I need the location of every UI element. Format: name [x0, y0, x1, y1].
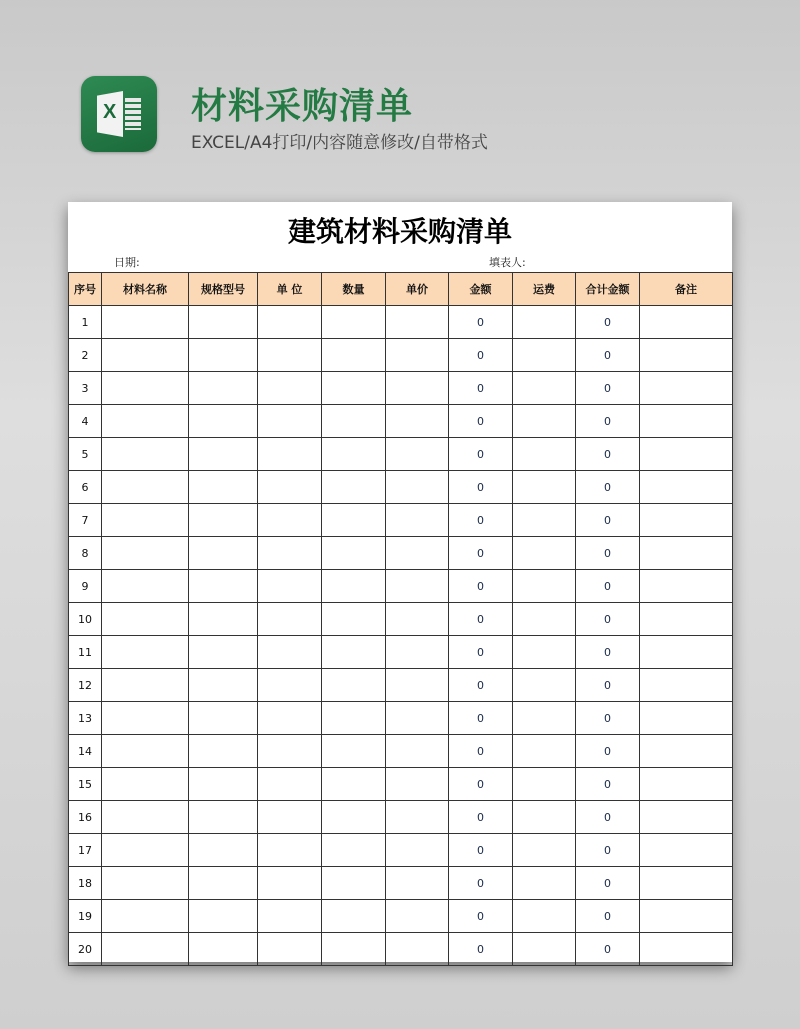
table-cell[interactable]: 18: [69, 867, 102, 900]
table-cell[interactable]: [513, 570, 576, 603]
table-cell[interactable]: [640, 867, 733, 900]
column-header: 材料名称: [102, 273, 189, 306]
table-cell[interactable]: [640, 768, 733, 801]
table-cell[interactable]: [640, 537, 733, 570]
table-cell[interactable]: [102, 801, 189, 834]
column-header: 备注: [640, 273, 733, 306]
table-row: [69, 834, 733, 867]
table-cell[interactable]: [189, 768, 258, 801]
table-cell[interactable]: 0: [576, 438, 640, 471]
table-cell[interactable]: 0: [576, 933, 640, 966]
table-cell[interactable]: [322, 867, 386, 900]
table-row: [69, 867, 733, 900]
table-cell[interactable]: [102, 636, 189, 669]
table-cell[interactable]: [640, 306, 733, 339]
table-header: [69, 273, 733, 306]
table-cell[interactable]: [322, 603, 386, 636]
table-cell[interactable]: 0: [449, 471, 513, 504]
table-cell[interactable]: 8: [69, 537, 102, 570]
table-cell[interactable]: [640, 636, 733, 669]
table-cell[interactable]: [513, 735, 576, 768]
table-cell[interactable]: [102, 702, 189, 735]
table-cell[interactable]: [258, 438, 322, 471]
table-cell[interactable]: [513, 801, 576, 834]
table-cell[interactable]: [189, 933, 258, 966]
table-cell[interactable]: [322, 471, 386, 504]
table-cell[interactable]: [102, 735, 189, 768]
table-cell[interactable]: 0: [576, 372, 640, 405]
table-cell[interactable]: [386, 372, 449, 405]
table-cell[interactable]: [513, 339, 576, 372]
table-cell[interactable]: [189, 735, 258, 768]
table-cell[interactable]: [386, 867, 449, 900]
table-cell[interactable]: [322, 306, 386, 339]
table-cell[interactable]: [640, 702, 733, 735]
table-cell[interactable]: 0: [449, 570, 513, 603]
table-cell[interactable]: 0: [449, 933, 513, 966]
table-cell[interactable]: 2: [69, 339, 102, 372]
table-cell[interactable]: [386, 702, 449, 735]
table-cell[interactable]: [189, 438, 258, 471]
table-cell[interactable]: [102, 372, 189, 405]
table-cell[interactable]: [386, 801, 449, 834]
table-cell[interactable]: [322, 702, 386, 735]
table-cell[interactable]: 10: [69, 603, 102, 636]
table-cell[interactable]: [322, 735, 386, 768]
table-cell[interactable]: [322, 768, 386, 801]
table-cell[interactable]: 0: [576, 603, 640, 636]
table-row: [69, 801, 733, 834]
table-cell[interactable]: [640, 900, 733, 933]
table-cell[interactable]: 0: [449, 405, 513, 438]
table-cell[interactable]: 12: [69, 669, 102, 702]
table-cell[interactable]: [386, 438, 449, 471]
table-cell[interactable]: 0: [449, 636, 513, 669]
table-cell[interactable]: [102, 339, 189, 372]
logo-letter: X: [103, 101, 117, 123]
table-cell[interactable]: [322, 933, 386, 966]
table-cell[interactable]: [258, 570, 322, 603]
table-cell[interactable]: [189, 537, 258, 570]
purchase-table: [68, 272, 733, 966]
table-cell[interactable]: [513, 372, 576, 405]
table-cell[interactable]: 0: [576, 570, 640, 603]
table-cell[interactable]: [102, 900, 189, 933]
logo-grid: [125, 98, 141, 130]
table-cell[interactable]: 9: [69, 570, 102, 603]
column-header: 运费: [513, 273, 576, 306]
table-cell[interactable]: [386, 339, 449, 372]
table-cell[interactable]: [102, 669, 189, 702]
table-cell[interactable]: 7: [69, 504, 102, 537]
table-cell[interactable]: [513, 438, 576, 471]
table-cell[interactable]: [189, 702, 258, 735]
page-title: 材料采购清单: [191, 86, 414, 127]
table-cell[interactable]: [386, 405, 449, 438]
table-cell[interactable]: [640, 570, 733, 603]
table-cell[interactable]: [189, 900, 258, 933]
table-cell[interactable]: 0: [576, 471, 640, 504]
table-cell[interactable]: [513, 504, 576, 537]
table-cell[interactable]: [513, 471, 576, 504]
table-row: [69, 735, 733, 768]
table-cell[interactable]: [640, 504, 733, 537]
table-cell[interactable]: [640, 405, 733, 438]
table-cell[interactable]: [513, 900, 576, 933]
table-cell[interactable]: [386, 834, 449, 867]
table-cell[interactable]: [189, 834, 258, 867]
table-cell[interactable]: [322, 570, 386, 603]
table-cell[interactable]: 0: [576, 834, 640, 867]
column-header: 规格型号: [189, 273, 258, 306]
table-cell[interactable]: 0: [576, 669, 640, 702]
table-cell[interactable]: [322, 504, 386, 537]
table-row: [69, 603, 733, 636]
table-cell[interactable]: [189, 669, 258, 702]
table-cell[interactable]: [102, 603, 189, 636]
table-cell[interactable]: [322, 537, 386, 570]
table-cell[interactable]: 0: [576, 339, 640, 372]
table-cell[interactable]: 0: [449, 867, 513, 900]
table-cell[interactable]: [386, 306, 449, 339]
table-cell[interactable]: [102, 438, 189, 471]
table-cell[interactable]: [386, 570, 449, 603]
table-cell[interactable]: 0: [449, 735, 513, 768]
excel-logo-icon: [81, 76, 157, 152]
table-row: [69, 669, 733, 702]
table-cell[interactable]: 0: [449, 306, 513, 339]
table-cell[interactable]: [102, 768, 189, 801]
table-cell[interactable]: 0: [576, 867, 640, 900]
table-cell[interactable]: [640, 603, 733, 636]
table-cell[interactable]: [258, 306, 322, 339]
table-row: [69, 570, 733, 603]
table-cell[interactable]: [258, 537, 322, 570]
filler-label: 填表人:: [489, 256, 526, 269]
table-cell[interactable]: [513, 306, 576, 339]
table-cell[interactable]: [322, 339, 386, 372]
date-label: 日期:: [114, 256, 140, 269]
table-row: [69, 504, 733, 537]
table-cell[interactable]: [386, 471, 449, 504]
table-cell[interactable]: [640, 372, 733, 405]
table-cell[interactable]: [258, 735, 322, 768]
table-cell[interactable]: [189, 867, 258, 900]
table-cell[interactable]: [513, 933, 576, 966]
table-cell[interactable]: 0: [449, 768, 513, 801]
table-cell[interactable]: 0: [576, 735, 640, 768]
table-cell[interactable]: [258, 900, 322, 933]
table-cell[interactable]: [513, 636, 576, 669]
table-cell[interactable]: 0: [449, 372, 513, 405]
table-cell[interactable]: [102, 471, 189, 504]
table-row: [69, 471, 733, 504]
table-cell[interactable]: [640, 933, 733, 966]
table-cell[interactable]: [322, 405, 386, 438]
table-cell[interactable]: [640, 669, 733, 702]
table-cell[interactable]: 0: [449, 339, 513, 372]
table-cell[interactable]: 15: [69, 768, 102, 801]
table-cell[interactable]: [640, 834, 733, 867]
table-cell[interactable]: 14: [69, 735, 102, 768]
table-cell[interactable]: [258, 834, 322, 867]
table-cell[interactable]: [386, 603, 449, 636]
table-cell[interactable]: [189, 471, 258, 504]
table-cell[interactable]: [258, 669, 322, 702]
table-cell[interactable]: [189, 504, 258, 537]
table-cell[interactable]: [322, 834, 386, 867]
table-cell[interactable]: [102, 306, 189, 339]
column-header: 序号: [69, 273, 102, 306]
table-cell[interactable]: [513, 702, 576, 735]
table-cell[interactable]: [513, 603, 576, 636]
table-cell[interactable]: 4: [69, 405, 102, 438]
column-header: 合计金额: [576, 273, 640, 306]
table-cell[interactable]: 3: [69, 372, 102, 405]
table-cell[interactable]: 20: [69, 933, 102, 966]
table-cell[interactable]: 0: [576, 405, 640, 438]
table-cell[interactable]: [102, 834, 189, 867]
table-row: [69, 306, 733, 339]
table-cell[interactable]: [102, 867, 189, 900]
table-cell[interactable]: 0: [449, 834, 513, 867]
table-cell[interactable]: [189, 339, 258, 372]
table-cell[interactable]: [513, 537, 576, 570]
table-cell[interactable]: [322, 900, 386, 933]
table-cell[interactable]: [640, 438, 733, 471]
table-cell[interactable]: 0: [576, 900, 640, 933]
table-cell[interactable]: [386, 669, 449, 702]
table-cell[interactable]: 0: [449, 504, 513, 537]
table-cell[interactable]: 0: [449, 900, 513, 933]
column-header: 单价: [386, 273, 449, 306]
table-cell[interactable]: [189, 603, 258, 636]
table-cell[interactable]: [258, 504, 322, 537]
table-cell[interactable]: [513, 768, 576, 801]
table-row: [69, 702, 733, 735]
table-cell[interactable]: [258, 636, 322, 669]
table-cell[interactable]: [189, 372, 258, 405]
table-cell[interactable]: 5: [69, 438, 102, 471]
table-cell[interactable]: [258, 405, 322, 438]
table-cell[interactable]: [513, 405, 576, 438]
table-cell[interactable]: [513, 834, 576, 867]
table-cell[interactable]: [386, 636, 449, 669]
table-cell[interactable]: [322, 372, 386, 405]
table-cell[interactable]: 0: [449, 801, 513, 834]
column-header: 数量: [322, 273, 386, 306]
table-cell[interactable]: [386, 537, 449, 570]
table-row: [69, 405, 733, 438]
table-cell[interactable]: 0: [449, 603, 513, 636]
table-row: [69, 438, 733, 471]
table-cell[interactable]: [189, 306, 258, 339]
table-cell[interactable]: 11: [69, 636, 102, 669]
column-header: 单 位: [258, 273, 322, 306]
table-cell[interactable]: 0: [449, 669, 513, 702]
table-cell[interactable]: [189, 405, 258, 438]
table-row: [69, 372, 733, 405]
table-cell[interactable]: [513, 867, 576, 900]
table-cell[interactable]: 6: [69, 471, 102, 504]
table-cell[interactable]: [640, 339, 733, 372]
table-cell[interactable]: [258, 801, 322, 834]
table-cell[interactable]: [102, 504, 189, 537]
table-cell[interactable]: [640, 801, 733, 834]
table-cell[interactable]: 0: [449, 438, 513, 471]
spreadsheet: [68, 202, 732, 962]
sheet-title: 建筑材料采购清单: [287, 215, 512, 248]
table-row: [69, 636, 733, 669]
table-cell[interactable]: [258, 372, 322, 405]
table-cell[interactable]: [258, 867, 322, 900]
table-cell[interactable]: [640, 735, 733, 768]
table-cell[interactable]: [258, 603, 322, 636]
table-cell[interactable]: [258, 339, 322, 372]
table-cell[interactable]: [386, 504, 449, 537]
table-cell[interactable]: [258, 702, 322, 735]
table-cell[interactable]: [258, 933, 322, 966]
table-cell[interactable]: 0: [576, 801, 640, 834]
table-cell[interactable]: [513, 669, 576, 702]
table-cell[interactable]: 0: [449, 702, 513, 735]
table-cell[interactable]: [258, 768, 322, 801]
table-cell[interactable]: 16: [69, 801, 102, 834]
table-cell[interactable]: 1: [69, 306, 102, 339]
table-cell[interactable]: 19: [69, 900, 102, 933]
table-cell[interactable]: 0: [576, 537, 640, 570]
table-row: [69, 537, 733, 570]
table-cell[interactable]: [322, 669, 386, 702]
table-cell[interactable]: [386, 735, 449, 768]
table-cell[interactable]: [189, 636, 258, 669]
table-cell[interactable]: 13: [69, 702, 102, 735]
table-row: [69, 933, 733, 966]
table-cell[interactable]: [102, 933, 189, 966]
table-cell[interactable]: [102, 570, 189, 603]
table-cell[interactable]: [640, 471, 733, 504]
table-cell[interactable]: 0: [576, 702, 640, 735]
column-header: 金额: [449, 273, 513, 306]
table-cell[interactable]: [258, 471, 322, 504]
table-cell[interactable]: 0: [576, 306, 640, 339]
table-row: [69, 339, 733, 372]
table-cell[interactable]: [189, 801, 258, 834]
table-cell[interactable]: 17: [69, 834, 102, 867]
table-cell[interactable]: [322, 636, 386, 669]
table-row: [69, 900, 733, 933]
table-row: [69, 768, 733, 801]
table-cell[interactable]: 0: [576, 504, 640, 537]
table-cell[interactable]: [386, 933, 449, 966]
table-cell[interactable]: [322, 801, 386, 834]
table-cell[interactable]: [102, 405, 189, 438]
table-cell[interactable]: 0: [576, 636, 640, 669]
table-cell[interactable]: [386, 900, 449, 933]
table-cell[interactable]: 0: [576, 768, 640, 801]
table-cell[interactable]: 0: [449, 537, 513, 570]
page-subtitle: EXCEL/A4打印/内容随意修改/自带格式: [191, 133, 488, 153]
table-cell[interactable]: [386, 768, 449, 801]
table-cell[interactable]: [322, 438, 386, 471]
table-cell[interactable]: [102, 537, 189, 570]
table-cell[interactable]: [189, 570, 258, 603]
